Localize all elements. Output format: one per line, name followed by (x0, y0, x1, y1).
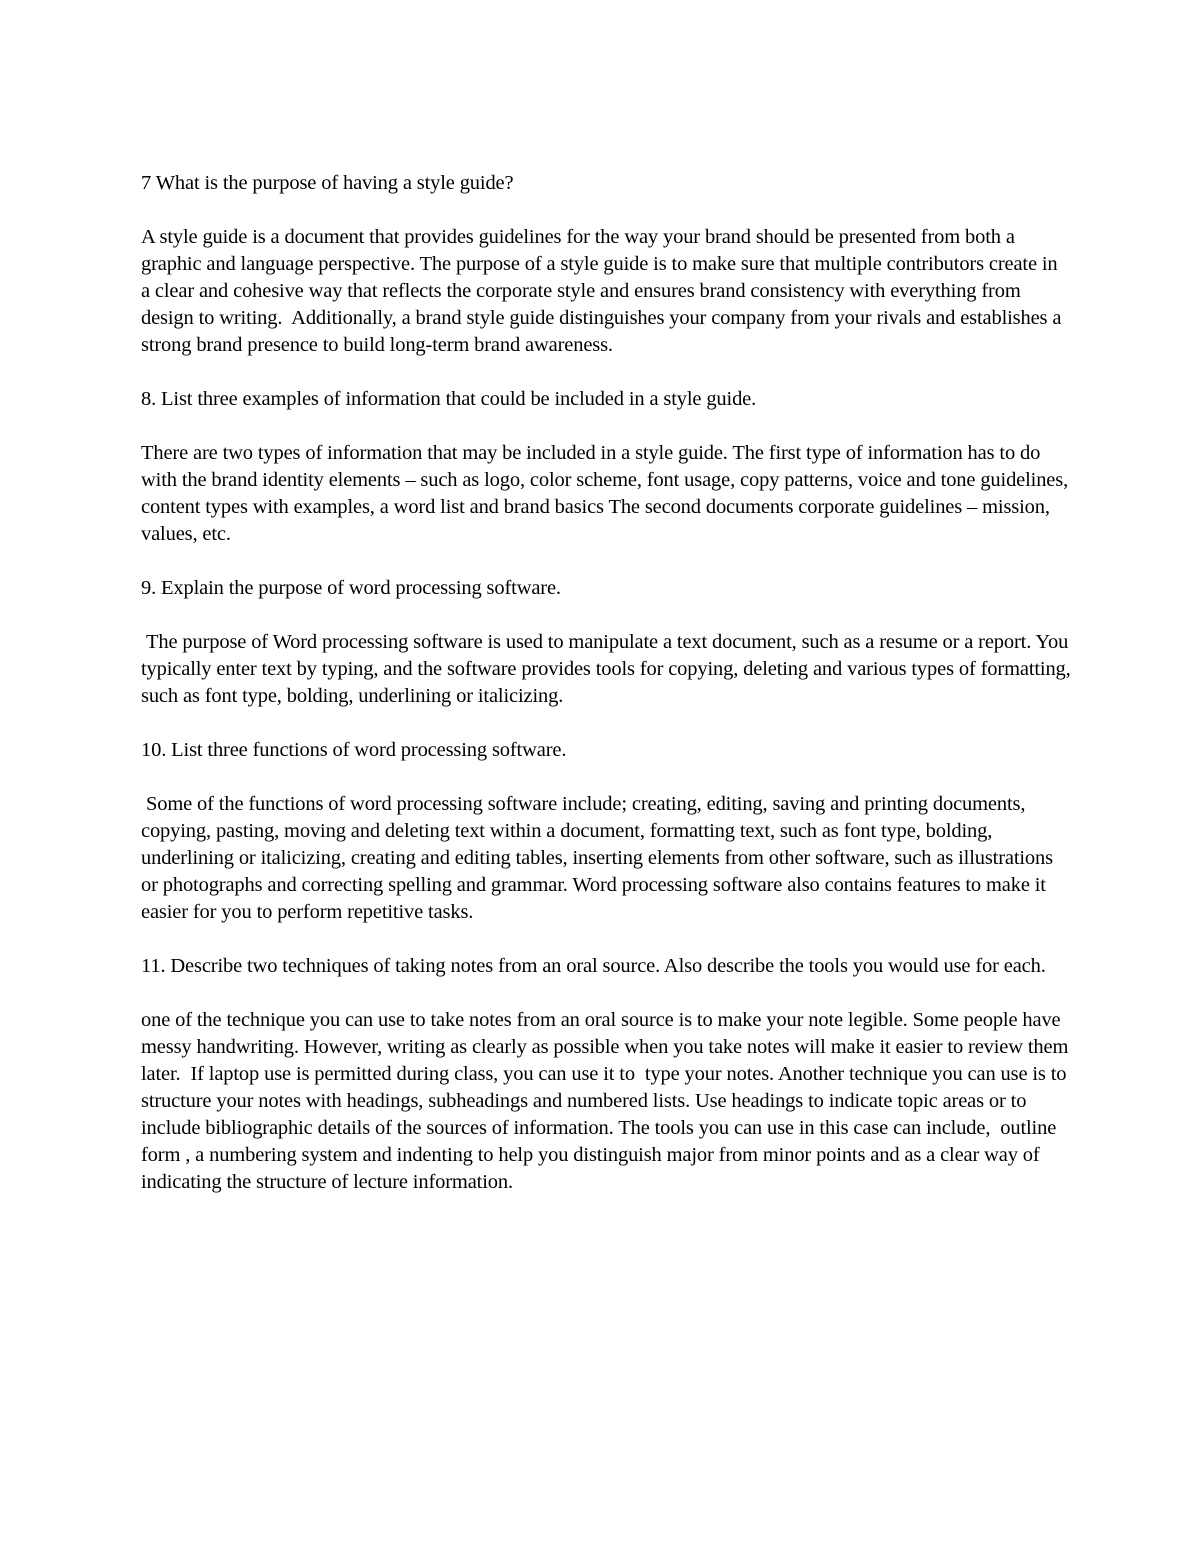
question-8: 8. List three examples of information that could be included in a style guide. (141, 388, 757, 410)
answer-11: one of the technique you can use to take notes from an oral source is to make your note legible. Some people have messy handwriting. However, writing as clearly as possible when you take notes will make it easier to review them later. If laptop use is permitted during class, you can use it to type your notes. Another technique you can use is to structure your notes with headings, subheadings and numbered lists. Use headings to indicate topic areas or to include bibliographic details of the sources of information. The tools you can use in this case can include, outline form , a numbering system and indenting to help you distinguish major from minor points and as a clear way of indicating the structure of lecture information. (141, 1009, 1074, 1193)
question-10: 10. List three functions of word processing software. (141, 739, 567, 761)
answer-9: The purpose of Word processing software is used to manipulate a text document, such as a resume or a report. You typically enter text by typing, and the software provides tools for copying, deleting and various types of formatting, such as font type, bolding, underlining or italicizing. (141, 631, 1076, 707)
answer-10: Some of the functions of word processing software include; creating, editing, saving and printing documents, copying, pasting, moving and deleting text within a document, formatting text, such as font type, bolding, underlining or italicizing, creating and editing tables, inserting elements from other software, such as illustrations or photographs and correcting spelling and grammar. Word processing software also contains features to make it easier for you to perform repetitive tasks. (141, 793, 1058, 923)
question-7: 7 What is the purpose of having a style guide? (141, 172, 514, 194)
question-11: 11. Describe two techniques of taking notes from an oral source. Also describe the tools you would use for each. (141, 955, 1046, 977)
document-body (141, 170, 1076, 1196)
answer-8: There are two types of information that may be included in a style guide. The first type of information has to do with the brand identity elements – such as logo, color scheme, font usage, copy patterns, voice and tone guidelines, content types with examples, a word list and brand basics The second documents corporate guidelines – mission, values, etc. (141, 442, 1074, 545)
answer-7: A style guide is a document that provides guidelines for the way your brand should be presented from both a graphic and language perspective. The purpose of a style guide is to make sure that multiple contributors create in a clear and cohesive way that reflects the corporate style and ensures brand consistency with everything from design to writing. Additionally, a brand style guide distinguishes your company from your rivals and establishes a strong brand presence to build long-term brand awareness. (141, 226, 1067, 356)
question-9: 9. Explain the purpose of word processing software. (141, 577, 561, 599)
